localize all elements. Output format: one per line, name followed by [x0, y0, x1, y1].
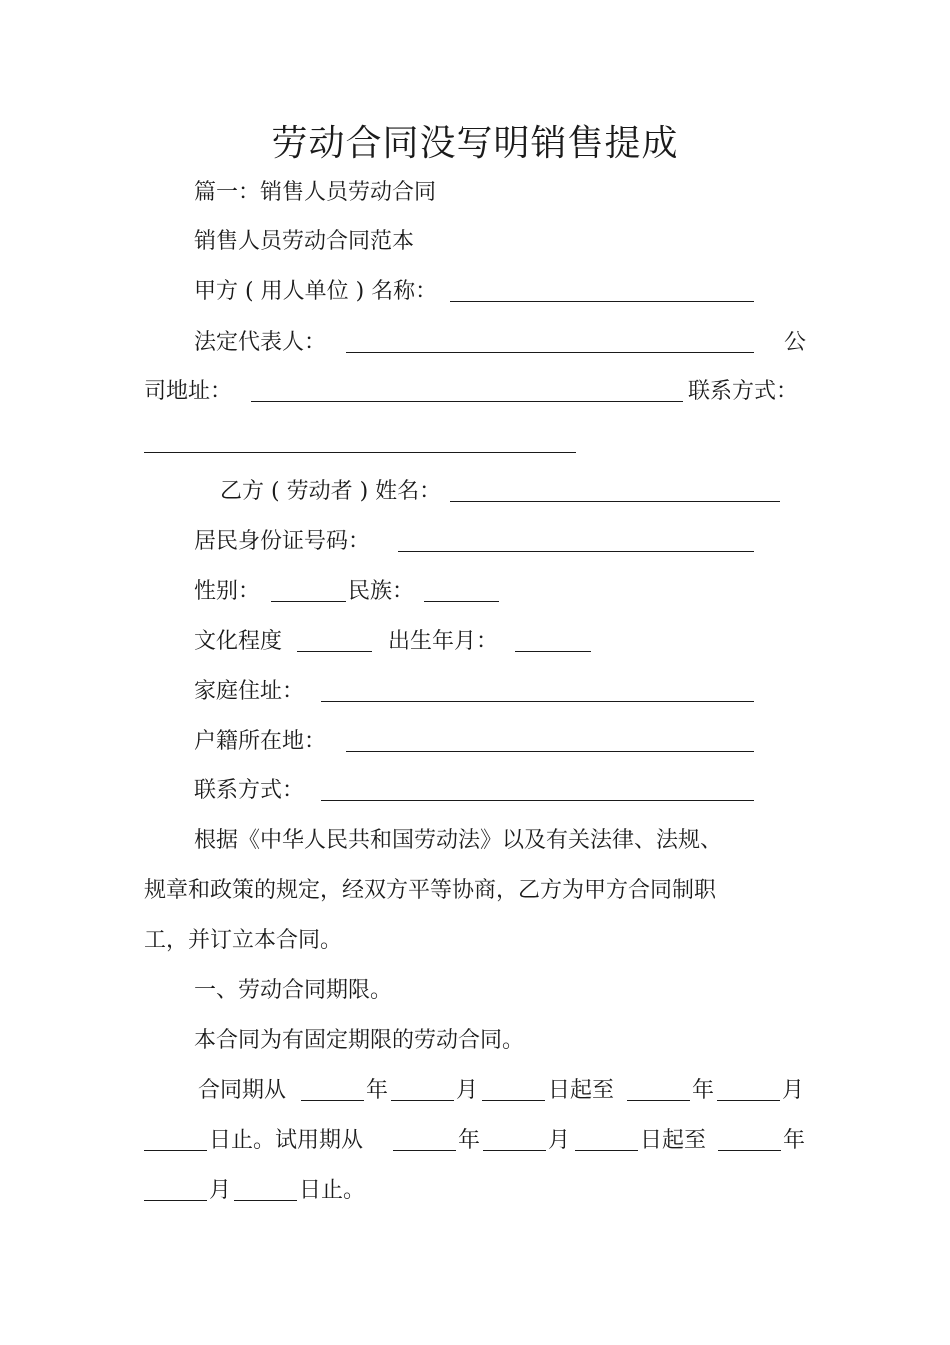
start-month-blank[interactable]	[391, 1100, 454, 1101]
household-label: 户籍所在地：	[194, 729, 327, 754]
trial-end-year-blank[interactable]	[718, 1150, 781, 1151]
end-year-blank[interactable]	[627, 1100, 690, 1101]
home-address-blank[interactable]	[321, 701, 754, 702]
basis-paragraph-line-3: 工，并订立本合同。	[144, 928, 343, 953]
id-number-label: 居民身份证号码：	[194, 529, 371, 554]
trial-start-day-blank[interactable]	[575, 1150, 638, 1151]
day-start-to-label: 日起至	[548, 1078, 615, 1103]
section-1-heading: 一、劳动合同期限。	[194, 978, 393, 1003]
end-day-blank[interactable]	[144, 1150, 207, 1151]
company-address-label: 司地址：	[144, 379, 233, 404]
gender-blank[interactable]	[271, 601, 346, 602]
ethnicity-label: 民族：	[348, 579, 415, 604]
trial-start-month-blank[interactable]	[483, 1150, 546, 1151]
year-label: 年	[366, 1078, 389, 1103]
birth-label: 出生年月：	[388, 629, 499, 654]
household-blank[interactable]	[346, 751, 754, 752]
start-day-blank[interactable]	[482, 1100, 545, 1101]
party-b-name-label: 乙方 ( 劳动者 ) 姓名：	[220, 479, 442, 504]
contact-b-blank[interactable]	[321, 800, 754, 801]
ethnicity-blank[interactable]	[424, 601, 499, 602]
education-label: 文化程度	[194, 629, 283, 654]
day-start-to-label: 日起至	[640, 1128, 707, 1153]
day-end-trial-from-label: 日止。试用期从	[209, 1128, 364, 1153]
month-label: 月	[548, 1128, 571, 1153]
year-label: 年	[458, 1128, 481, 1153]
basis-paragraph-line-1: 根据《中华人民共和国劳动法》以及有关法律、法规、	[194, 828, 723, 853]
trial-end-month-blank[interactable]	[144, 1200, 207, 1201]
trial-start-year-blank[interactable]	[393, 1150, 456, 1151]
party-a-name-label: 甲方 ( 用人单位 ) 名称：	[194, 279, 438, 304]
home-address-label: 家庭住址：	[194, 679, 305, 704]
end-month-blank[interactable]	[717, 1100, 780, 1101]
party-b-name-blank[interactable]	[450, 501, 780, 502]
legal-rep-blank[interactable]	[346, 352, 754, 353]
month-label: 月	[456, 1078, 479, 1103]
day-end-label: 日止。	[299, 1178, 366, 1203]
id-number-blank[interactable]	[398, 551, 754, 552]
year-label: 年	[692, 1078, 715, 1103]
year-label: 年	[783, 1128, 806, 1153]
period-from-label: 合同期从	[198, 1078, 287, 1103]
company-address-blank[interactable]	[251, 401, 683, 402]
contact-b-label: 联系方式：	[194, 778, 305, 803]
birth-blank[interactable]	[515, 651, 591, 652]
month-label: 月	[209, 1178, 232, 1203]
contact-a-label: 联系方式：	[688, 379, 799, 404]
template-heading: 销售人员劳动合同范本	[194, 229, 415, 254]
legal-rep-label: 法定代表人：	[194, 330, 327, 355]
company-address-label-start: 公	[784, 330, 807, 355]
basis-paragraph-line-2: 规章和政策的规定，经双方平等协商，乙方为甲方合同制职	[144, 878, 717, 903]
start-year-blank[interactable]	[301, 1100, 364, 1101]
education-blank[interactable]	[297, 651, 372, 652]
fixed-term-text: 本合同为有固定期限的劳动合同。	[194, 1028, 525, 1053]
trial-end-day-blank[interactable]	[234, 1200, 297, 1201]
party-a-name-blank[interactable]	[450, 301, 754, 302]
chapter-heading: 篇一：销售人员劳动合同	[194, 180, 437, 205]
month-label: 月	[782, 1078, 805, 1103]
contact-a-blank[interactable]	[144, 452, 576, 453]
gender-label: 性别：	[194, 579, 261, 604]
page-title: 劳动合同没写明销售提成	[271, 123, 679, 164]
